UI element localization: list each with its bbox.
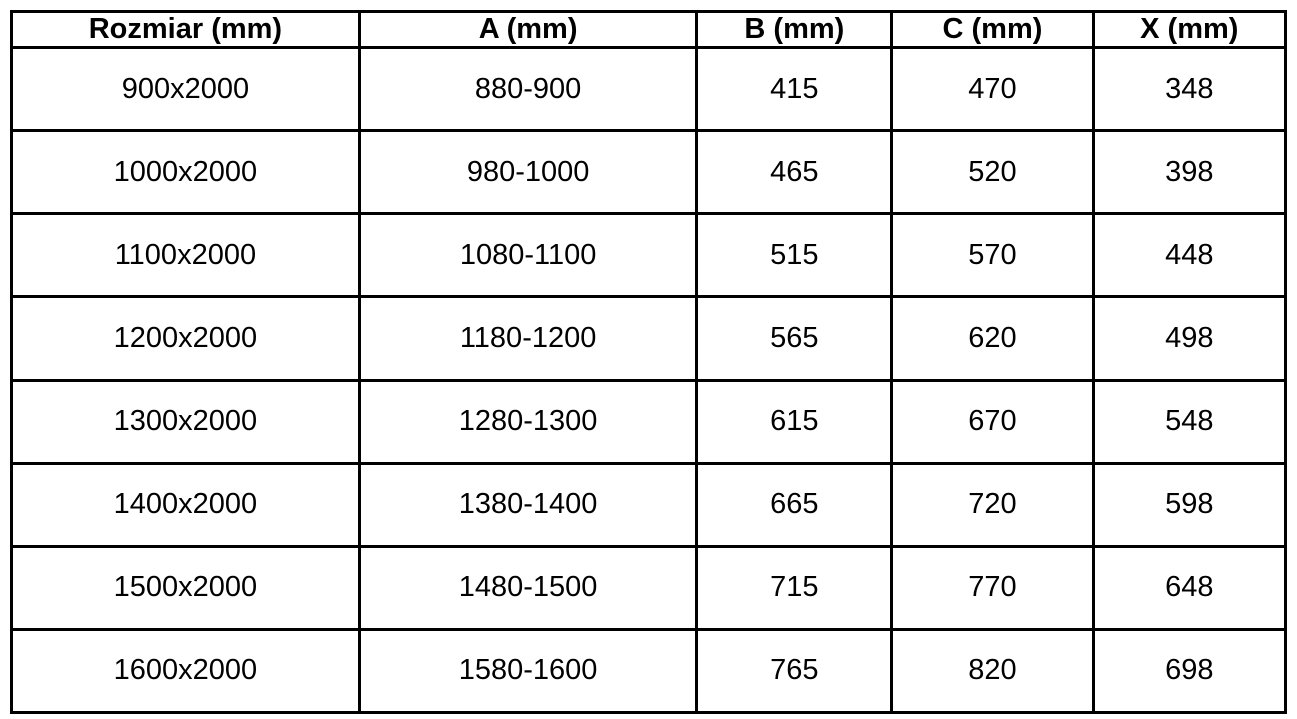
cell-a: 980-1000 — [359, 131, 697, 214]
cell-c: 470 — [892, 48, 1093, 131]
column-header-rozmiar: Rozmiar (mm) — [12, 12, 360, 48]
cell-a: 1580-1600 — [359, 629, 697, 712]
cell-c: 570 — [892, 214, 1093, 297]
table-row — [12, 380, 1286, 463]
dimensions-table — [10, 10, 1287, 714]
cell-rozmiar: 1000x2000 — [12, 131, 360, 214]
cell-c: 820 — [892, 629, 1093, 712]
cell-rozmiar: 1100x2000 — [12, 214, 360, 297]
cell-a: 1380-1400 — [359, 463, 697, 546]
cell-a: 1480-1500 — [359, 546, 697, 629]
cell-b: 665 — [697, 463, 892, 546]
cell-x: 398 — [1093, 131, 1285, 214]
cell-x: 448 — [1093, 214, 1285, 297]
table-row — [12, 131, 1286, 214]
cell-a: 1180-1200 — [359, 297, 697, 380]
cell-x: 698 — [1093, 629, 1285, 712]
table-row — [12, 463, 1286, 546]
cell-c: 720 — [892, 463, 1093, 546]
table-row — [12, 629, 1286, 712]
cell-a: 1080-1100 — [359, 214, 697, 297]
column-header-c: C (mm) — [892, 12, 1093, 48]
cell-c: 520 — [892, 131, 1093, 214]
table-row — [12, 546, 1286, 629]
table-row — [12, 297, 1286, 380]
table-header-row — [12, 12, 1286, 48]
cell-c: 620 — [892, 297, 1093, 380]
size-spec-table — [10, 10, 1287, 714]
cell-x: 548 — [1093, 380, 1285, 463]
column-header-a: A (mm) — [359, 12, 697, 48]
cell-b: 715 — [697, 546, 892, 629]
table-row — [12, 48, 1286, 131]
cell-b: 565 — [697, 297, 892, 380]
table-row — [12, 214, 1286, 297]
column-header-x: X (mm) — [1093, 12, 1285, 48]
cell-rozmiar: 1400x2000 — [12, 463, 360, 546]
cell-rozmiar: 1600x2000 — [12, 629, 360, 712]
cell-x: 598 — [1093, 463, 1285, 546]
cell-a: 1280-1300 — [359, 380, 697, 463]
cell-rozmiar: 900x2000 — [12, 48, 360, 131]
column-header-b: B (mm) — [697, 12, 892, 48]
cell-a: 880-900 — [359, 48, 697, 131]
cell-rozmiar: 1500x2000 — [12, 546, 360, 629]
cell-b: 465 — [697, 131, 892, 214]
cell-b: 615 — [697, 380, 892, 463]
cell-c: 670 — [892, 380, 1093, 463]
cell-b: 765 — [697, 629, 892, 712]
cell-x: 648 — [1093, 546, 1285, 629]
cell-x: 348 — [1093, 48, 1285, 131]
cell-c: 770 — [892, 546, 1093, 629]
cell-x: 498 — [1093, 297, 1285, 380]
cell-b: 515 — [697, 214, 892, 297]
cell-rozmiar: 1200x2000 — [12, 297, 360, 380]
cell-b: 415 — [697, 48, 892, 131]
table-body — [12, 48, 1286, 713]
cell-rozmiar: 1300x2000 — [12, 380, 360, 463]
